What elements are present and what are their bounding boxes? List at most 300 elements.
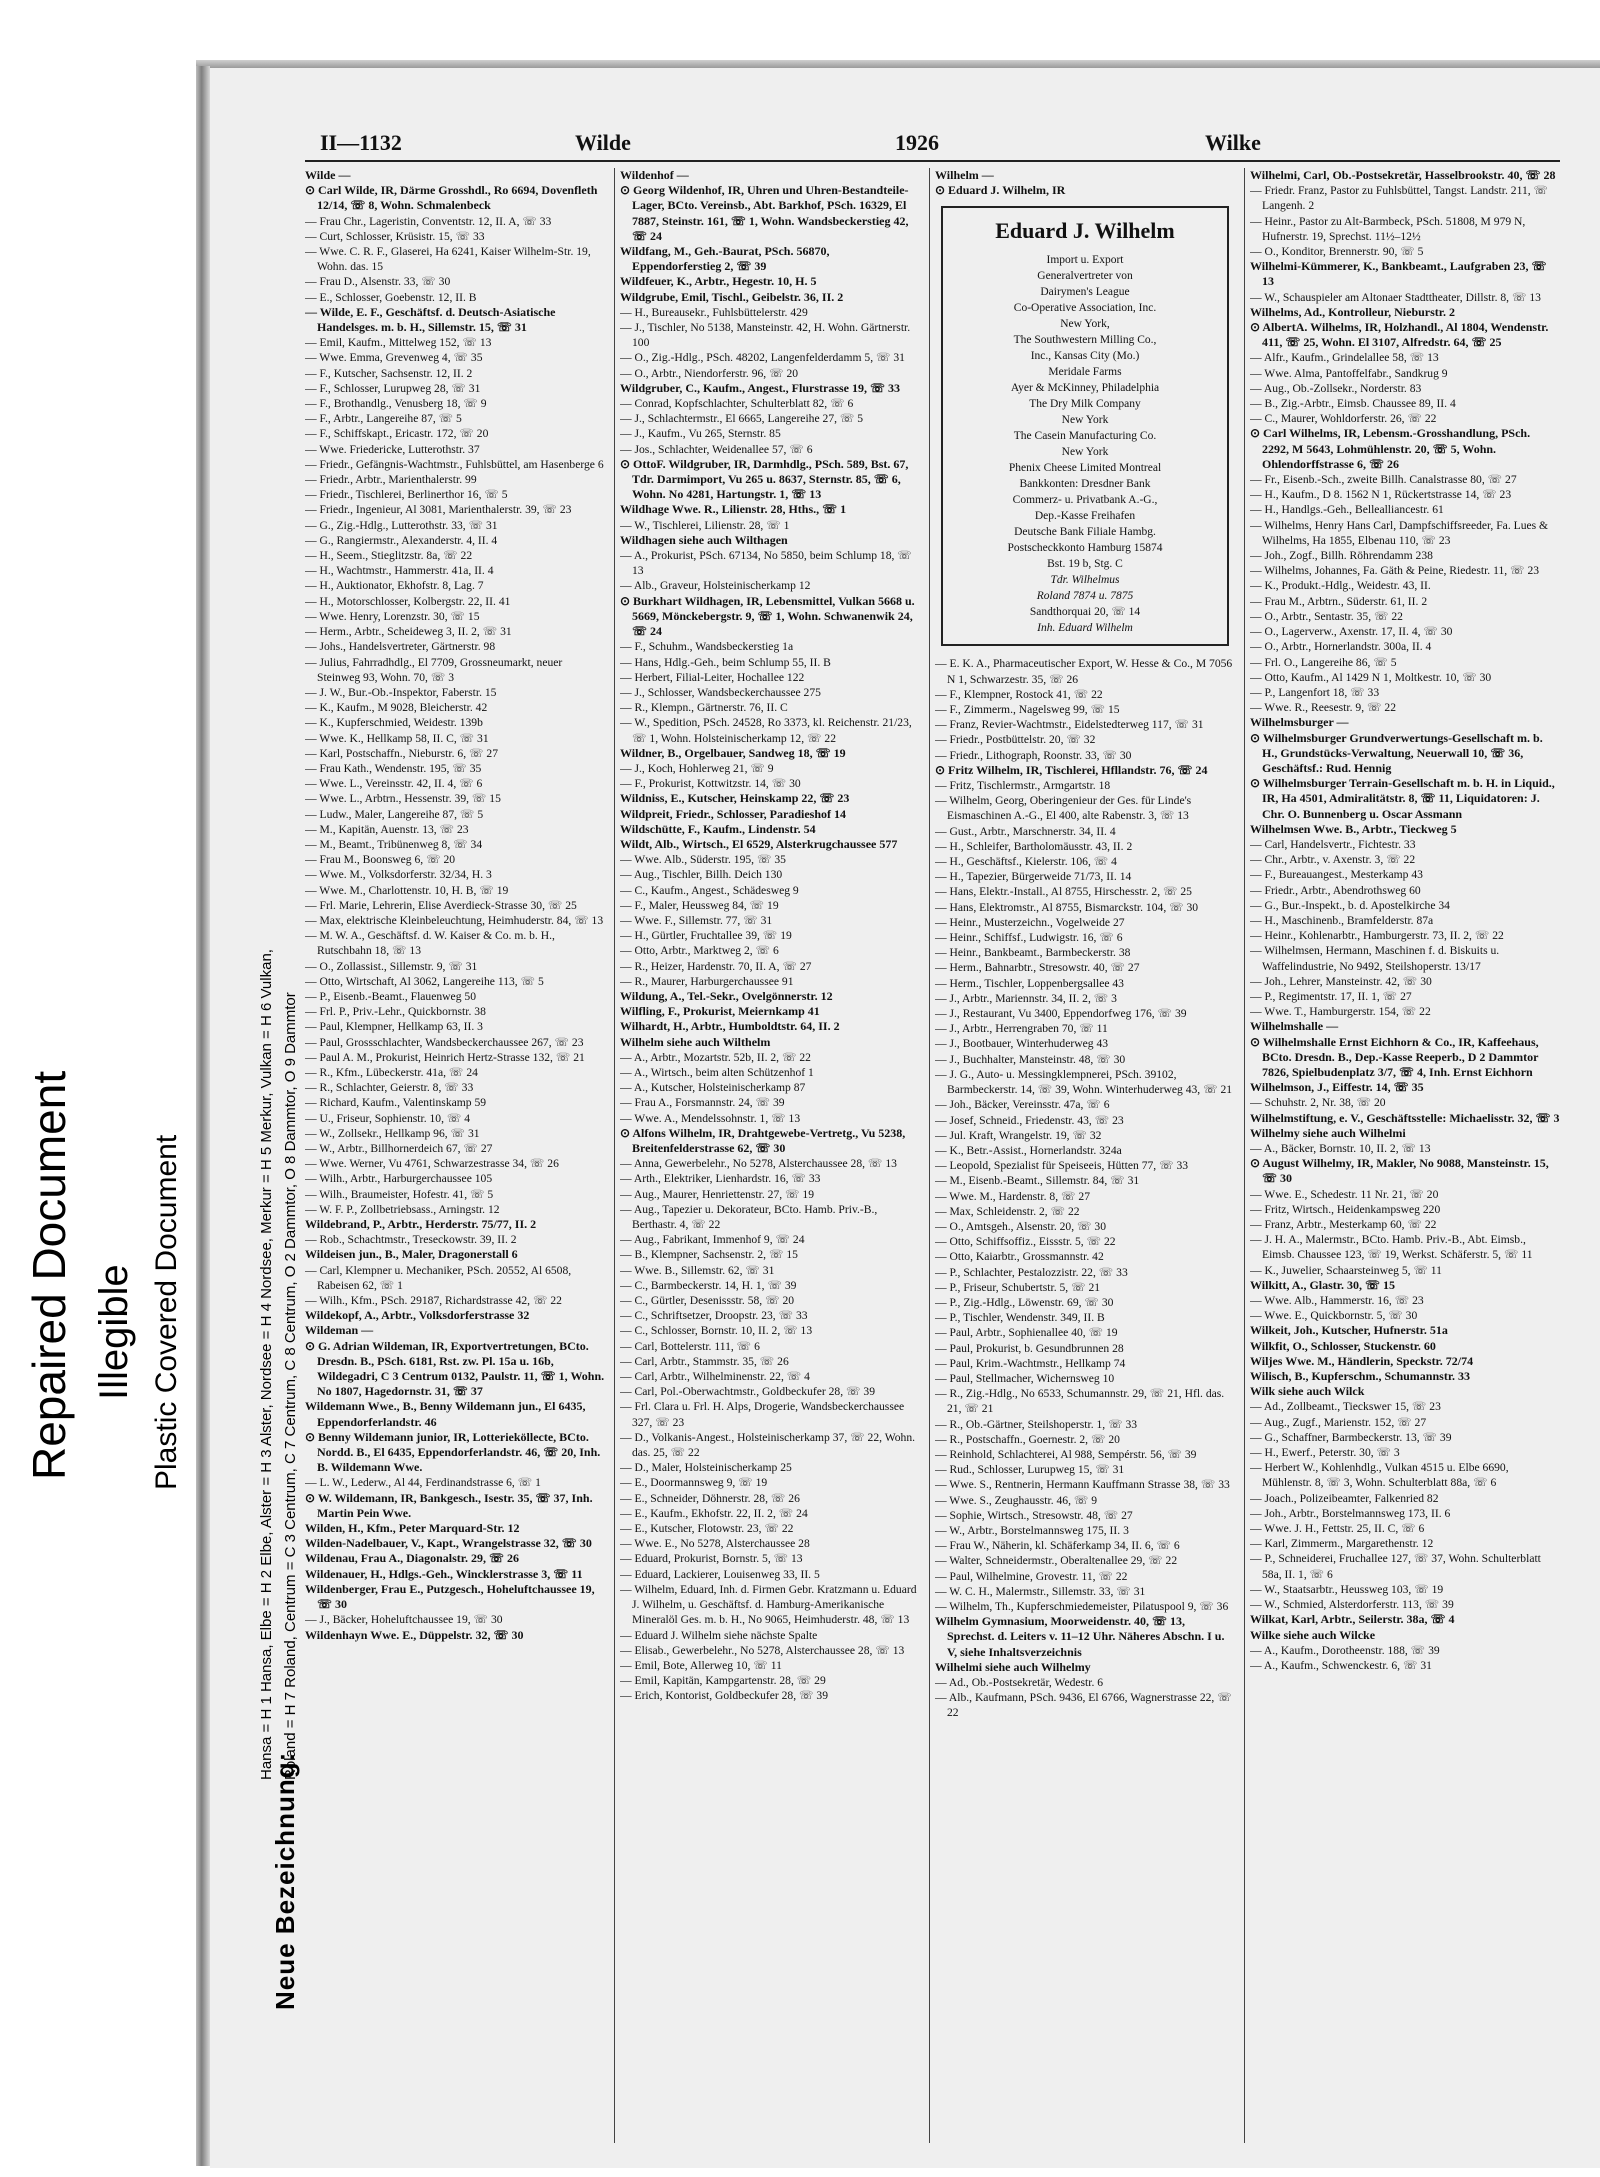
directory-entry: Wiljes Wwe. M., Händlerin, Speckstr. 72/74 xyxy=(1250,1353,1474,1368)
directory-entry: — Wilhelm, Georg, Oberingenieur der Ges. für Linde's Eismaschinen A.-G., El 400, alte Rabenstr. 3, ☏ 13 xyxy=(935,794,1192,823)
directory-entry: Wilde — xyxy=(305,168,351,182)
directory-entry: — P., Schlachter, Pestalozzistr. 22, ☏ 33 xyxy=(935,1265,1128,1279)
directory-entry: — Wwe. Friedericke, Lutterothstr. 37 xyxy=(305,442,480,456)
ad-line: The Dry Milk Company xyxy=(1029,398,1141,411)
directory-entry: Wilisch, B., Kupferschm., Schumannstr. 33 xyxy=(1250,1369,1471,1384)
directory-entry: — Joh., Lehrer, Mansteinstr. 42, ☏ 30 xyxy=(1250,974,1432,988)
directory-entry: — Friedr. Franz, Pastor zu Fuhlsbüttel, Tangst. Landstr. 211, ☏ Langenh. 2 xyxy=(1250,184,1549,213)
directory-entry: — A., Kutscher, Holsteinischerkamp 87 xyxy=(620,1081,806,1095)
directory-entry: — Wwe. T., Hamburgerstr. 154, ☏ 22 xyxy=(1250,1005,1431,1019)
directory-entry: — J. W., Bur.-Ob.-Inspektor, Faberstr. 15 xyxy=(305,685,497,699)
directory-entry: Wilhelmy siehe auch Wilhelmi xyxy=(1250,1125,1406,1140)
directory-entry: — Ad., Zollbeamt., Tieckswег 15, ☏ 23 xyxy=(1250,1400,1441,1414)
directory-entry: — P., Friseur, Schubertstr. 5, ☏ 21 xyxy=(935,1280,1101,1294)
directory-entry: — Wwe. S., Zeughausstr. 46, ☏ 9 xyxy=(935,1493,1098,1507)
ad-line: Meridale Farms xyxy=(1048,366,1122,379)
directory-entry: — H., Ewerf., Peterstr. 30, ☏ 3 xyxy=(1250,1446,1400,1460)
directory-entry: — O., Arbtr., Hornerlandstr. 300a, II. 4 xyxy=(1250,640,1432,654)
directory-entry: Wilhelmi siehe auch Wilhelmy xyxy=(935,1659,1091,1674)
directory-entry: — Frau A., Forsmannstr. 24, ☏ 39 xyxy=(620,1096,785,1110)
directory-entry: — Wilh., Kfm., PSch. 29187, Richardstrasse 42, ☏ 22 xyxy=(305,1294,562,1308)
directory-entry: — Herbert W., Kohlenhdlg., Vulkan 4515 u. Elbe 6690, Mühlenstr. 8, ☏ 3, Wohn. Schulterblatt 88a, ☏ 6 xyxy=(1250,1461,1509,1490)
directory-entry: — F., Zimmerm., Nagelsweg 99, ☏ 15 xyxy=(935,703,1120,717)
directory-entry: ⊙ Wilhelmsburger Grundverwertungs-Gesellschaft m. b. H., Grundstücks-Verwaltung, Neuerwall 10, ☏ 36, Geschäftsf.: Rud. Hennig xyxy=(1250,730,1543,775)
directory-entry: — W., Arbtr., Billhornerdeich 67, ☏ 27 xyxy=(305,1142,493,1155)
directory-entry: — Jul. Kraft, Wrangelstr. 19, ☏ 32 xyxy=(935,1128,1102,1142)
directory-entry: — Paul, Prokurist, b. Gesundbrunnen 28 xyxy=(935,1341,1124,1355)
directory-entry: — K., Kaufm., M 9028, Bleicherstr. 42 xyxy=(305,701,488,715)
directory-entry: — Aug., Tischler, Billh. Deich 130 xyxy=(620,868,783,882)
ad-line: Dep.-Kasse Freihafen xyxy=(1034,510,1136,523)
directory-entry: — Karl, Postschaffn., Nieburstr. 6, ☏ 27 xyxy=(305,746,499,760)
directory-entry: Wilkeit, Joh., Kutscher, Hufnerstr. 51a xyxy=(1250,1323,1448,1338)
directory-entry: — W. F. P., Zollbetriebsass., Arningstr. 12 xyxy=(305,1202,500,1216)
directory-entry: — F., Schiffskapt., Ericastr. 172, ☏ 20 xyxy=(305,427,489,441)
directory-entry: — Otto, Arbtr., Marktweg 2, ☏ 6 xyxy=(620,944,779,958)
directory-entry: — Paul, Stellmacher, Wichernsweg 10 xyxy=(935,1371,1115,1385)
directory-entry: — Friedr., Ingenieur, Al 3081, Marienthalerstr. 39, ☏ 23 xyxy=(305,503,572,517)
directory-entry: — A., Arbtr., Mozartstr. 52b, II. 2, ☏ 22 xyxy=(620,1050,811,1064)
directory-entry: — Paul, Klempner, Hellkamp 63, II. 3 xyxy=(305,1020,483,1034)
directory-entry: — W., Arbtr., Borstelmannsweg 175, II. 3 xyxy=(935,1523,1129,1537)
directory-entry: — Josef, Schneid., Friedenstr. 43, ☏ 23 xyxy=(935,1113,1124,1127)
directory-entry: — R., Maurer, Harburgerchaussee 91 xyxy=(620,974,794,988)
directory-entry: — P., Zig.-Hdlg., Löwenstr. 69, ☏ 30 xyxy=(935,1295,1114,1309)
directory-entry: — Gust., Arbtr., Marschnerstr. 34, II. 4 xyxy=(935,824,1116,838)
directory-entry: ⊙ Burkhart Wildhagen, IR, Lebensmittel, Vulkan 5668 u. 5669, Mönckebergstr. 9, ☏ 1, Wohn. Schwanenwik 24, ☏ 24 xyxy=(620,593,915,639)
directory-entry: — J., Koch, Hohlerweg 21, ☏ 9 xyxy=(620,761,774,775)
directory-entry: — H., Maschinenb., Bramfelderstr. 87a xyxy=(1250,913,1434,927)
directory-entry: — Wwe. Alb., Süderstr. 195, ☏ 35 xyxy=(620,853,786,867)
directory-entry: — Ludw., Maler, Langereihe 87, ☏ 5 xyxy=(305,807,484,821)
side-notice-title: Neue Bezeichnung: xyxy=(270,1751,300,2010)
directory-entry: — Wwe. R., Reesestr. 9, ☏ 22 xyxy=(1250,701,1396,715)
directory-entry: — C., Maurer, Wohldorferstr. 26, ☏ 22 xyxy=(1250,412,1437,426)
directory-entry: — Wwe. C. R. F., Glaserei, Ha 6241, Kaiser Wilhelm-Str. 19, Wohn. das. 15 xyxy=(305,245,591,274)
directory-entry: — M., Kapitän, Auenstr. 13, ☏ 23 xyxy=(305,822,469,836)
directory-entry: — C., Schlosser, Bornstr. 10, II. 2, ☏ 13 xyxy=(620,1324,813,1338)
side-notice xyxy=(270,1752,301,2010)
directory-entry: — C., Gürtler, Desenissstr. 58, ☏ 20 xyxy=(620,1294,795,1308)
ad-line: The Southwestern Milling Co., xyxy=(1013,334,1157,347)
ad-line: Tdr. Wilhelmus xyxy=(1050,574,1120,587)
directory-entry: — Curt, Schlosser, Krüsistr. 15, ☏ 33 xyxy=(305,229,485,243)
directory-entry: — D., Maler, Holsteinischerkamp 25 xyxy=(620,1461,792,1475)
directory-entry: — O., Lagerverw., Axenstr. 17, II. 4, ☏ 30 xyxy=(1250,625,1453,639)
directory-entry: — H., Schleifer, Bartholomäusstr. 43, II. 2 xyxy=(935,839,1133,853)
directory-entry: — F., Bureauangest., Mesterkamp 43 xyxy=(1250,868,1423,882)
directory-entry: Wildgruber, C., Kaufm., Angest., Flurstrasse 19, ☏ 33 xyxy=(620,380,901,395)
directory-entry: Wilhelm siehe auch Wilthelm xyxy=(620,1034,771,1049)
directory-entry: — J., Schlosser, Wandsbeckerchaussee 275 xyxy=(620,685,821,699)
directory-entry: — M., Beamt., Tribünenweg 8, ☏ 34 xyxy=(305,837,483,851)
directory-entry: — Wwe. L., Arbtrn., Hessenstr. 39, ☏ 15 xyxy=(305,792,501,806)
directory-entry: Wildenberger, Frau E., Putzgesch., Hoheluftchaussee 19, ☏ 30 xyxy=(305,1581,595,1612)
directory-entry: Wilhardt, H., Arbtr., Humboldtstr. 64, II. 2 xyxy=(620,1019,840,1034)
directory-entry: — Frl. Marie, Lehrerin, Elise Averdieck-Strasse 30, ☏ 25 xyxy=(305,898,577,912)
directory-entry: Wildeman — xyxy=(305,1323,374,1338)
directory-entry: — Wwe. E., Schedestr. 11 Nr. 21, ☏ 20 xyxy=(1250,1187,1439,1201)
directory-entry: — Emil, Kaufm., Mittelweg 152, ☏ 13 xyxy=(305,336,492,350)
directory-entry: Wildhage Wwe. R., Lilienstr. 28, Hths., ☏ 1 xyxy=(620,502,847,517)
directory-entry: Wilhelmsen Wwe. B., Arbtr., Tieckweg 5 xyxy=(1250,821,1457,836)
ad-line: Sandthorquai 20, ☏ 14 xyxy=(1029,606,1141,619)
directory-entry: — Hans, Elektromstr., Al 8755, Bismarckstr. 104, ☏ 30 xyxy=(935,900,1199,914)
directory-entry: — H., Kaufm., D 8. 1562 N 1, Rückertstrasse 14, ☏ 23 xyxy=(1250,488,1512,502)
directory-entry: — Rud., Schlosser, Lurupweg 15, ☏ 31 xyxy=(935,1463,1125,1477)
directory-entry: — R., Kfm., Lübeckerstr. 41a, ☏ 24 xyxy=(305,1065,478,1079)
directory-entry: — O., Arbtr., Niendorferstr. 96, ☏ 20 xyxy=(620,366,799,380)
directory-entry: — W., Staatsarbtr., Heussweg 103, ☏ 19 xyxy=(1250,1582,1444,1596)
stamp-repaired: Repaired Document xyxy=(23,1070,75,1480)
directory-entry: — J., Restaurant, Vu 3400, Eppendorfweg 176, ☏ 39 xyxy=(935,1007,1187,1021)
directory-entry: — Heinr., Pastor zu Alt-Barmbeck, PSch. 51808, M 979 N, Hufnerstr. 19, Sprechst. 11½–12½ xyxy=(1250,214,1526,243)
directory-entry: — Rob., Schachtmstr., Treseckowstr. 39, II. 2 xyxy=(305,1233,517,1247)
directory-entry: — Otto, Kaiarbtr., Grossmannstr. 42 xyxy=(935,1250,1104,1264)
directory-entry: — Wwe. Alb., Hammerstr. 16, ☏ 23 xyxy=(1250,1294,1424,1308)
side-notice-line2: Roland = H 7 Roland, Centrum = C 3 Centrum, C 7 Centrum, C 8 Centrum, O 2 Dammtor, O 8 Dammtor, O 9 Dammtor xyxy=(282,992,299,1780)
directory-entry: — B., Zig.-Arbtr., Eimsb. Chaussee 89, II. 4 xyxy=(1250,397,1456,411)
directory-entry: Wildner, B., Orgelbauer, Sandweg 18, ☏ 19 xyxy=(620,745,846,760)
column-divider xyxy=(1244,168,1245,2143)
directory-entry: Wilke siehe auch Wilcke xyxy=(1250,1627,1376,1642)
ad-line: New York xyxy=(1061,446,1109,459)
directory-entry: — Paul, Wilhelmine, Grovestr. 11, ☏ 22 xyxy=(935,1569,1128,1583)
directory-entry: — Wwe. B., Sillemstr. 62, ☏ 31 xyxy=(620,1263,775,1277)
directory-entry: — G., Rangiermstr., Alexanderstr. 4, II. 4 xyxy=(305,533,498,547)
directory-entry: — W., Zollsekr., Hellkamp 96, ☏ 31 xyxy=(305,1126,480,1140)
directory-entry: ⊙ Alfons Wilhelm, IR, Drahtgewebe-Vertretg., Vu 5238, Breitenfelderstrasse 62, ☏ 30 xyxy=(620,1125,906,1155)
directory-entry: — Aug., Tapezier u. Dekorateur, BCto. Hamb. Priv.-B., Berthastr. 4, ☏ 22 xyxy=(620,1202,878,1232)
ad-line: The Casein Manufacturing Co. xyxy=(1013,430,1157,443)
directory-entry: Wildekopf, A., Arbtr., Volksdorferstrasse 32 xyxy=(305,1308,530,1323)
directory-entry: — R., Postschaffn., Goernestr. 2, ☏ 20 xyxy=(935,1432,1120,1446)
directory-entry: — Wwe. Werner, Vu 4761, Schwarzestrasse 34, ☏ 26 xyxy=(305,1157,559,1171)
directory-entry: — Arth., Elektriker, Lienhardstr. 16, ☏ 33 xyxy=(620,1172,821,1186)
directory-entry: — Paul, Arbtr., Sophienallee 40, ☏ 19 xyxy=(935,1326,1118,1340)
directory-entry: Wildebrand, P., Arbtr., Herderstr. 75/77, II. 2 xyxy=(305,1217,537,1232)
directory-entry: — E., Schneider, Döhnerstr. 28, ☏ 26 xyxy=(620,1491,800,1505)
directory-entry: — Sophie, Wirtsch., Stresowstr. 48, ☏ 27 xyxy=(935,1508,1133,1522)
directory-entry: — Wwe. E., Quickbornstr. 5, ☏ 30 xyxy=(1250,1309,1418,1323)
directory-entry: Wildpreit, Friedr., Schlosser, Paradieshof 14 xyxy=(620,806,847,821)
ad-line: Dairymen's League xyxy=(1040,286,1130,299)
directory-entry: — Leopold, Spezialist für Speiseeis, Hütten 77, ☏ 33 xyxy=(935,1159,1189,1173)
directory-entry: Wildschütte, F., Kaufm., Lindenstr. 54 xyxy=(620,821,816,836)
directory-entry: Wilkfit, O., Schlosser, Stuckenstr. 60 xyxy=(1250,1338,1436,1353)
directory-entry: — Franz, Revier-Wachtmstr., Eidelstedterweg 117, ☏ 31 xyxy=(935,718,1204,732)
page-number: II—1132 xyxy=(320,130,402,155)
directory-entry: — Wilhelm, Eduard, Inh. d. Firmen Gebr. Kratzmann u. Eduard J. Wilhelm, u. Geschäftsf. d. Hamburg-Amerikanische Mineralöl Ges. m. b. H., No 9065, Heimhuderstr. 48, ☏ 13 xyxy=(620,1582,917,1627)
directory-entry: — M. W. A., Geschäftsf. d. W. Kaiser & Co. m. b. H., Rutschbahn 18, ☏ 13 xyxy=(305,929,555,958)
ad-lines xyxy=(949,252,1221,636)
directory-entry: — Wwe. L., Vereinsstr. 42, II. 4, ☏ 6 xyxy=(305,777,483,791)
directory-entry: — L. W., Lederw., Al 44, Ferdinandstrasse 6, ☏ 1 xyxy=(305,1476,541,1490)
directory-entry: — Eduard J. Wilhelm siehe nächste Spalte xyxy=(620,1628,818,1642)
directory-entry: — Wwe. M., Hardenstr. 8, ☏ 27 xyxy=(935,1189,1090,1203)
directory-entry: — F., Brothandlg., Venusberg 18, ☏ 9 xyxy=(305,397,487,411)
directory-entry: — W., Schmied, Alsterdorferstr. 113, ☏ 39 xyxy=(1250,1598,1454,1612)
directory-entry: Wilhelmstiftung, e. V., Geschäftsstelle: Michaelisstr. 32, ☏ 3 xyxy=(1250,1110,1560,1125)
directory-entry: — Frau M., Boonsweg 6, ☏ 20 xyxy=(305,853,456,867)
directory-entry: — J., Kaufm., Vu 265, Sternstr. 85 xyxy=(620,427,781,441)
column-3-header-entries xyxy=(935,168,1235,198)
directory-entry: — Erich, Kontorist, Goldbeckufer 28, ☏ 39 xyxy=(620,1689,829,1703)
directory-entry: — J., Tischler, No 5138, Mansteinstr. 42, H. Wohn. Gärtnerstr. 100 xyxy=(620,321,911,350)
directory-entry: — Fritz, Tischlermstr., Armgartstr. 18 xyxy=(935,779,1111,793)
directory-entry: — Elisab., Gewerbelehr., No 5278, Alsterchaussee 28, ☏ 13 xyxy=(620,1643,905,1657)
directory-entry: — J., Bäcker, Hoheluftchaussee 19, ☏ 30 xyxy=(305,1613,503,1627)
ad-line: Co-Operative Association, Inc. xyxy=(1013,302,1157,315)
directory-entry: Wilhelms, Ad., Kontrolleur, Nieburstr. 2 xyxy=(1250,304,1456,319)
directory-entry: — E., Schlosser, Goebenstr. 12, II. B xyxy=(305,290,477,304)
directory-entry: — Carl, Arbtr., Wilhelminenstr. 22, ☏ 4 xyxy=(620,1370,810,1384)
directory-entry: — Hans, Elektr.-Install., Al 8755, Hirschesstr. 2, ☏ 25 xyxy=(935,885,1192,899)
directory-entry: ⊙ Benny Wildemann junior, IR, Lotterieköllecte, BCto. Nordd. B., El 6435, Eppendorferlandstr. 46, ☏ 20, Inh. B. Wildemann Wwe. xyxy=(305,1429,601,1475)
directory-entry: — Alb., Graveur, Holsteinischerkamp 12 xyxy=(620,579,811,593)
directory-entry: — E. K. A., Pharmaceutischer Export, W. Hesse & Co., M 7056 N 1, Schwarzestr. 35, ☏ 26 xyxy=(935,657,1233,686)
directory-entry: — Herbert, Filial-Leiter, Hochallee 122 xyxy=(620,670,805,684)
directory-entry: — R., Klempn., Gärtnerstr. 76, II. C xyxy=(620,701,788,715)
directory-entry: Wilhelmsburger — xyxy=(1250,715,1349,730)
directory-entry: — A., Kaufm., Dorotheenstr. 188, ☏ 39 xyxy=(1250,1643,1440,1657)
directory-entry: — Friedr., Arbtr., Marienthalerstr. 99 xyxy=(305,473,477,487)
directory-entry: — Wilhelmsen, Hermann, Maschinen f. d. Biskuits u. Waffelindustrie, No 9492, Steilshoperstr. 13/17 xyxy=(1250,944,1500,973)
directory-entry: — Paul, Krim.-Wachtmstr., Hellkamp 74 xyxy=(935,1356,1126,1370)
stamp-illegible: Illegible xyxy=(92,1264,136,1400)
directory-entry: Wildniss, E., Kutscher, Heinskamp 22, ☏ 23 xyxy=(620,791,850,806)
directory-entry: Wildgrube, Emil, Tischl., Geibelstr. 36, II. 2 xyxy=(620,289,844,304)
directory-entry: — Joh., Arbtr., Borstelmannsweg 173, II. 6 xyxy=(1250,1506,1451,1520)
ad-line: Roland 7874 u. 7875 xyxy=(1036,590,1134,603)
directory-entry: Wilden, H., Kfm., Peter Marquard-Str. 12 xyxy=(305,1521,520,1536)
directory-entry: — Reinhold, Schlachterei, Al 988, Sempérstr. 56, ☏ 39 xyxy=(935,1447,1197,1461)
directory-entry: — A., Kaufm., Schwenckestr. 6, ☏ 31 xyxy=(1250,1658,1432,1672)
scan-shadow-top xyxy=(196,60,1600,68)
directory-entry: — Wilhelms, Johannes, Fa. Gäth & Peine, Riedestr. 11, ☏ 23 xyxy=(1250,564,1540,578)
directory-entry: — P., Langenfort 18, ☏ 33 xyxy=(1250,685,1380,699)
ad-line: New York xyxy=(1061,414,1109,427)
directory-entry: — G., Schaffner, Barmbeckerstr. 13, ☏ 39 xyxy=(1250,1430,1452,1444)
directory-entry: — Otto, Kaufm., Al 1429 N 1, Moltkestr. 10, ☏ 30 xyxy=(1250,670,1492,684)
directory-entry: — C., Schriftsetzer, Droopstr. 23, ☏ 33 xyxy=(620,1309,808,1323)
directory-entry: — Max, Schleidenstr. 2, ☏ 22 xyxy=(935,1204,1080,1218)
directory-entry: — Wilhelm, Th., Kupferschmiedemeister, Pilatuspool 9, ☏ 36 xyxy=(935,1600,1229,1613)
directory-entry: — O., Zig.-Hdlg., PSch. 48202, Langenfelderdamm 5, ☏ 31 xyxy=(620,351,905,365)
directory-entry: — Richard, Kaufm., Valentinskamp 59 xyxy=(305,1096,487,1110)
directory-entry: — Carl, Arbtr., Stammstr. 35, ☏ 26 xyxy=(620,1354,789,1368)
ad-line: Inh. Eduard Wilhelm xyxy=(1037,622,1133,635)
directory-entry: — U., Friseur, Sophienstr. 10, ☏ 4 xyxy=(305,1111,471,1125)
directory-entry: — Carl, Bottelerstr. 111, ☏ 6 xyxy=(620,1339,760,1353)
directory-entry: — C., Kaufm., Angest., Schädesweg 9 xyxy=(620,883,799,897)
directory-entry: Wildung, A., Tel.-Sekr., Ovelgönnerstr. 12 xyxy=(620,988,833,1003)
directory-entry: Wilfling, F., Prokurist, Meiernkamp 41 xyxy=(620,1004,820,1019)
directory-entry: — Conrad, Kopfschlachter, Schulterblatt 82, ☏ 6 xyxy=(620,397,854,411)
directory-entry: — Franz, Arbtr., Mesterkamp 60, ☏ 22 xyxy=(1250,1218,1437,1232)
advertisement-box xyxy=(941,206,1229,646)
directory-entry: — Wilh., Arbtr., Harburgerchaussee 105 xyxy=(305,1172,493,1186)
directory-entry: — P., Regimentstr. 17, II. 1, ☏ 27 xyxy=(1250,989,1412,1003)
directory-entry: — H., Geschäftsf., Kielerstr. 106, ☏ 4 xyxy=(935,855,1117,869)
directory-entry: — Jos., Schlachter, Weidenallee 57, ☏ 6 xyxy=(620,442,813,456)
directory-entry: — Aug., Fabrikant, Immenhof 9, ☏ 24 xyxy=(620,1233,805,1247)
directory-entry: — Heinr., Bankbeamt., Barmbeckerstr. 38 xyxy=(935,946,1131,960)
directory-entry: — Joh., Bäcker, Vereinsstr. 47a, ☏ 6 xyxy=(935,1098,1110,1112)
directory-entry: — Wwe. Alma, Pantoffelfabr., Sandkrug 9 xyxy=(1250,366,1448,380)
column-divider xyxy=(614,168,615,2143)
directory-entry: — Alfr., Kaufm., Grindelallee 58, ☏ 13 xyxy=(1250,351,1439,365)
directory-entry: — J. G., Auto- u. Messingklempnerei, PSch. 39102, Barmbeckerstr. 14, ☏ 39, Wohn. Winterhuderweg 43, ☏ 21 xyxy=(935,1067,1233,1097)
column-divider xyxy=(929,168,930,2143)
directory-entry: — Chr., Arbtr., v. Axenstr. 3, ☏ 22 xyxy=(1250,853,1416,867)
directory-entry: — Anna, Gewerbelehr., No 5278, Alsterchaussee 28, ☏ 13 xyxy=(620,1157,897,1171)
directory-entry: — B., Klempner, Sachsenstr. 2, ☏ 15 xyxy=(620,1248,798,1262)
directory-entry: — Ad., Ob.-Postsekretär, Wedestr. 6 xyxy=(935,1676,1104,1690)
directory-entry: Wildfang, M., Geh.-Baurat, PSch. 56870, Eppendorferstieg 2, ☏ 39 xyxy=(620,244,830,274)
directory-entry: — P., Tischler, Wendenstr. 349, II. B xyxy=(935,1311,1105,1325)
directory-entry: — Frau Kath., Wendenstr. 195, ☏ 35 xyxy=(305,761,482,775)
stamp-plastic: Plastic Covered Document xyxy=(150,1134,183,1490)
directory-entry: — Carl, Pol.-Oberwachtmstr., Goldbeckufer 28, ☏ 39 xyxy=(620,1385,876,1399)
directory-entry: — Joach., Polizeibeamter, Falkenried 82 xyxy=(1250,1491,1439,1505)
directory-entry: — W., Spedition, PSch. 24528, Ro 3373, kl. Reichenstr. 21/23, ☏ 1, Wohn. Holsteinischerkamp 12, ☏ 22 xyxy=(620,716,912,745)
directory-entry: Wilhelmson, J., Eiffestr. 14, ☏ 35 xyxy=(1250,1080,1424,1095)
directory-entry: — P., Schneiderei, Fruchallee 127, ☏ 37, Wohn. Schulterblatt 58a, II. 1, ☏ 6 xyxy=(1250,1552,1541,1581)
directory-entry: — Friedr., Arbtr., Abendrothsweg 60 xyxy=(1250,883,1421,897)
directory-entry: — F., Prokurist, Kottwitzstr. 14, ☏ 30 xyxy=(620,777,801,791)
directory-entry: — Hans, Hdlg.-Geh., beim Schlump 55, II. B xyxy=(620,655,831,669)
directory-entry: — C., Barmbeckerstr. 14, H. 1, ☏ 39 xyxy=(620,1278,797,1292)
directory-entry: — E., Doormannsweg 9, ☏ 19 xyxy=(620,1476,768,1490)
ad-line: Postscheckkonto Hamburg 15874 xyxy=(1007,542,1163,555)
directory-entry: — H., Bureausekr., Fuhlsbüttelerstr. 429 xyxy=(620,305,808,319)
directory-entry: — H., Motorschlosser, Kolbergstr. 22, II. 41 xyxy=(305,594,511,608)
directory-entry: — K., Produkt.-Hdlg., Weidestr. 43, II. xyxy=(1250,579,1431,593)
directory-entry: ⊙ OttoF. Wildgruber, IR, Darmhdlg., PSch. 589, Bst. 67, Tdr. Darmimport, Vu 265 u. 8637, Sternstr. 85, ☏ 6, Wohn. No 4281, Hartungstr. 1, ☏ 13 xyxy=(620,456,909,502)
directory-entry: Wildenhayn Wwe. E., Düppelstr. 32, ☏ 30 xyxy=(305,1627,524,1642)
directory-entry: — Carl, Klempner u. Mechaniker, PSch. 20552, Al 6508, Rabeisen 62, ☏ 1 xyxy=(305,1263,572,1292)
directory-entry: — Wwe. M., Charlottenstr. 10, H. B, ☏ 19 xyxy=(305,883,509,897)
directory-entry: — Wwe. Emma, Grevenweg 4, ☏ 35 xyxy=(305,351,483,365)
directory-entry: — Carl, Handelsvertr., Fichtestr. 33 xyxy=(1250,837,1416,851)
directory-entry: Wilk siehe auch Wilck xyxy=(1250,1384,1365,1399)
directory-entry: — H., Auktionator, Ekhofstr. 8, Lag. 7 xyxy=(305,579,484,593)
directory-entry: — Heinr., Musterzeichn., Vogelweide 27 xyxy=(935,915,1125,929)
directory-entry: — W. C. H., Malermstr., Sillemstr. 33, ☏ 31 xyxy=(935,1584,1146,1598)
directory-entry: — R., Schlachter, Geierstr. 8, ☏ 33 xyxy=(305,1081,474,1095)
directory-entry: — J., Arbtr., Herrengraben 70, ☏ 11 xyxy=(935,1022,1108,1036)
directory-entry: — A., Bäcker, Bornstr. 10, II. 2, ☏ 13 xyxy=(1250,1142,1431,1155)
directory-entry: — O., Konditor, Brennerstr. 90, ☏ 5 xyxy=(1250,245,1424,259)
directory-entry: ⊙ Carl Wilde, IR, Därme Grosshdl., Ro 6694, Dovenfleth 12/14, ☏ 8, Wohn. Schmalenbeck xyxy=(305,183,598,213)
directory-entry: — Otto, Schiffsoffiz., Eissstr. 5, ☏ 22 xyxy=(935,1235,1116,1249)
directory-entry: — Aug., Maurer, Henriettenstr. 27, ☏ 19 xyxy=(620,1187,815,1201)
directory-entry: — Emil, Kapitän, Kampgartenstr. 28, ☏ 29 xyxy=(620,1674,826,1688)
directory-entry: — Otto, Wirtschaft, Al 3062, Langereihe 113, ☏ 5 xyxy=(305,974,544,988)
directory-entry: — F., Schuhm., Wandsbeckerstieg 1a xyxy=(620,640,794,654)
directory-column-4 xyxy=(1250,168,1560,2143)
directory-entry: — M., Eisenb.-Beamt., Sillemstr. 84, ☏ 31 xyxy=(935,1174,1140,1188)
directory-entry: ⊙ G. Adrian Wildeman, IR, Exportvertretungen, BCto. Dresdn. B., PSch. 6181, Rst. zw. Pl. 15a u. 16b, Wildegadri, C 3 Centrum 0132, Paulstr. 11, ☏ 1, Wohn. No 1807, Hagedornstr. 31, ☏ 37 xyxy=(305,1338,605,1399)
directory-entry: — Fr., Eisenb.-Sch., zweite Billh. Canalstrasse 80, ☏ 27 xyxy=(1250,473,1517,487)
column-3-entries xyxy=(935,656,1235,1720)
directory-entry: — Heinr., Schiffsf., Ludwigstr. 16, ☏ 6 xyxy=(935,931,1123,945)
directory-entry: — Friedr., Lithograph, Roonstr. 33, ☏ 30 xyxy=(935,748,1132,762)
directory-entry: — H., Tapezier, Bürgerweide 71/73, II. 14 xyxy=(935,870,1132,884)
directory-entry: ⊙ Georg Wildenhof, IR, Uhren und Uhren-Bestandteile-Lager, BCto. Vereinsb., Abt. Barkhof, PSch. 16329, El 7887, Steinstr. 161, ☏ 1, Wohn. Wandsbeckerstieg 42, ☏ 24 xyxy=(620,183,909,243)
directory-entry: Wilden-Nadelbauer, V., Kapt., Wrangelstrasse 32, ☏ 30 xyxy=(305,1536,592,1551)
directory-entry: — Emil, Bote, Allerweg 10, ☏ 11 xyxy=(620,1658,782,1672)
directory-entry: ⊙ August Wilhelmy, IR, Makler, No 9088, Mansteinstr. 15, ☏ 30 xyxy=(1250,1156,1549,1186)
directory-entry: — Friedr., Gefängnis-Wachtmstr., Fuhlsbüttel, am Hasenberge 6 xyxy=(305,457,604,471)
directory-entry: ⊙ W. Wildemann, IR, Bankgesch., Isestr. 35, ☏ 37, Inh. Martin Pein Wwe. xyxy=(305,1490,593,1520)
directory-entry: — W., Tischlerei, Lilienstr. 28, ☏ 1 xyxy=(620,518,790,532)
directory-entry: ⊙ Fritz Wilhelm, IR, Tischlerei, Hfllandstr. 76, ☏ 24 xyxy=(935,762,1208,777)
directory-entry: — F., Klempner, Rostock 41, ☏ 22 xyxy=(935,687,1103,701)
directory-entry: Wildhagen siehe auch Wilthagen xyxy=(620,532,788,547)
directory-entry: — Karl, Zimmerm., Margarethenstr. 12 xyxy=(1250,1537,1434,1551)
directory-entry: — A., Prokurist, PSch. 67134, No 5850, beim Schlump 18, ☏ 13 xyxy=(620,549,912,578)
directory-entry: — D., Volkanis-Angest., Holsteinischerkamp 37, ☏ 22, Wohn. das. 25, ☏ 22 xyxy=(620,1430,916,1460)
directory-entry: — K., Betr.-Assist., Hornerlandstr. 324a xyxy=(935,1143,1122,1157)
ad-line: New York, xyxy=(1060,318,1110,331)
directory-entry: — A., Wirtsch., beim alten Schützenhof 1 xyxy=(620,1065,814,1079)
directory-entry: — J., Arbtr., Mariennstr. 34, II. 2, ☏ 3 xyxy=(935,991,1117,1005)
directory-entry: — Wilde, E. F., Geschäftsf. d. Deutsch-Asiatische Handelsges. m. b. H., Sillemstr. 15, ☏ 31 xyxy=(305,304,556,335)
ad-title: Eduard J. Wilhelm xyxy=(995,218,1175,244)
directory-entry: Wilkitt, A., Glastr. 30, ☏ 15 xyxy=(1250,1277,1396,1292)
directory-entry: — Frl. O., Langereihe 86, ☏ 5 xyxy=(1250,655,1397,669)
directory-entry: — Heinr., Kohlenarbtr., Hamburgerstr. 73, II. 2, ☏ 22 xyxy=(1250,929,1504,943)
directory-entry: Wildenhof — xyxy=(620,168,689,182)
directory-entry: ⊙ AlbertA. Wilhelms, IR, Holzhandl., Al 1804, Wendenstr. 411, ☏ 25, Wohn. El 3107, Alfredstr. 64, ☏ 25 xyxy=(1250,320,1549,350)
directory-entry: ⊙ Wilhelmsburger Terrain-Gesellschaft m. b. H. in Liquid., IR, Ha 4501, Admiralitätstr. 8, ☏ 11, Liquidatoren: J. Chr. O. Bunnenberg u. Oscar Assmann xyxy=(1250,776,1555,821)
directory-entry: — Wwe. M., Volksdorferstr. 32/34, H. 3 xyxy=(305,868,492,882)
directory-entry: — Herm., Tischler, Loppenbergsallee 43 xyxy=(935,976,1124,990)
directory-entry: Wildemann Wwe., B., Benny Wildemann jun., El 6435, Eppendorferlandstr. 46 xyxy=(305,1399,586,1429)
header-rule xyxy=(305,160,1560,162)
directory-entry: — F., Arbtr., Langereihe 87, ☏ 5 xyxy=(305,412,462,426)
directory-entry: — Frau W., Näherin, kl. Schäferkamp 34, II. 6, ☏ 6 xyxy=(935,1539,1180,1553)
directory-entry: — F., Maler, Heussweg 84, ☏ 19 xyxy=(620,898,779,912)
directory-entry: — Eduard, Prokurist, Bornstr. 5, ☏ 13 xyxy=(620,1552,803,1566)
directory-entry: Wildenau, Frau A., Diagonalstr. 29, ☏ 26 xyxy=(305,1551,520,1566)
directory-entry: — G., Bur.-Inspekt., b. d. Apostelkirche 34 xyxy=(1250,898,1450,912)
directory-entry: — Wilhelms, Henry Hans Carl, Dampfschiffsreeder, Fa. Lues & Wilhelms, Ha 1855, Elbenau 110, ☏ 23 xyxy=(1250,518,1549,547)
directory-entry: — Fritz, Wirtsch., Heidenkampsweg 220 xyxy=(1250,1202,1441,1216)
directory-entry: — E., Kaufm., Ekhofstr. 22, II. 2, ☏ 24 xyxy=(620,1506,808,1520)
directory-entry: Wildt, Alb., Wirtsch., El 6529, Alsterkrugchaussee 577 xyxy=(620,836,898,851)
directory-entry: — F., Schlosser, Lurupweg 28, ☏ 31 xyxy=(305,381,481,395)
directory-column-3 xyxy=(935,168,1235,2143)
directory-entry: — Wwe. F., Sillemstr. 77, ☏ 31 xyxy=(620,913,773,927)
directory-entry: — Wwe. Henry, Lorenzstr. 30, ☏ 15 xyxy=(305,609,480,623)
directory-entry: — H., Seem., Stieglitzstr. 8a, ☏ 22 xyxy=(305,549,473,563)
directory-entry: — J., Buchhalter, Mansteinstr. 48, ☏ 30 xyxy=(935,1052,1126,1066)
directory-column-2 xyxy=(620,168,920,2143)
directory-entry: Wildeisen jun., B., Maler, Dragonerstall 6 xyxy=(305,1247,518,1262)
directory-entry: — Wwe. K., Hellkamp 58, II. C, ☏ 31 xyxy=(305,731,489,745)
directory-entry: — G., Zig.-Hdlg., Lutterothstr. 33, ☏ 31 xyxy=(305,518,498,532)
ad-line: Ayer & McKinney, Philadelphia xyxy=(1010,382,1160,395)
ad-line: Bankkonten: Dresdner Bank xyxy=(1019,478,1151,491)
directory-entry: — Aug., Ob.-Zollsekr., Norderstr. 83 xyxy=(1250,381,1422,395)
directory-entry: — Wwe. J. H., Fettstr. 25, II. C, ☏ 6 xyxy=(1250,1522,1425,1536)
directory-entry: — Schuhstr. 2, Nr. 38, ☏ 20 xyxy=(1250,1096,1386,1110)
directory-column-1 xyxy=(305,168,605,2143)
directory-entry: — Joh., Zogf., Billh. Röhrendamm 238 xyxy=(1250,549,1433,563)
